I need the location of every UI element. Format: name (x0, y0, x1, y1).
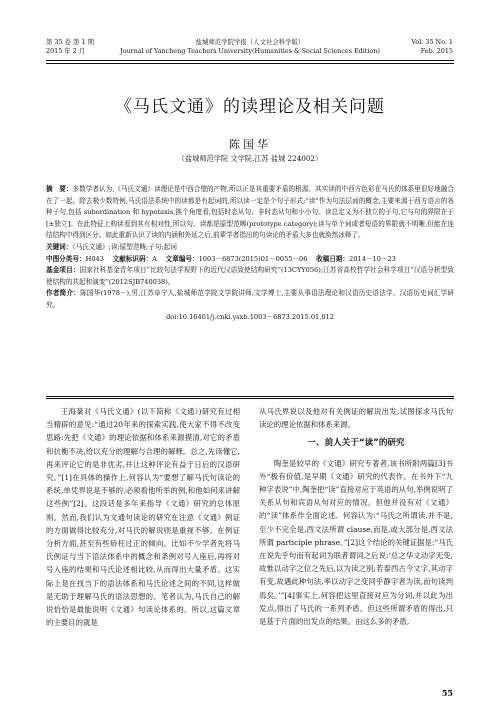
article-title: 《马氏文通》的读理论及相关问题 (115, 97, 385, 117)
abstract (46, 184, 454, 242)
received-label: 收稿日期： (316, 254, 350, 263)
bio-text: 陈国华(1978－),男,江苏阜宁人,盐城师范学院文学院讲师,文学博士,主要从事语法理论和汉语历史语法学、汉语历史词汇学研究。 (46, 289, 455, 309)
header-rule-thin (46, 63, 454, 64)
bio-label: 作者简介： (46, 289, 81, 298)
journal-name-en: Journal of Yancheng Teachers University(Humanities & Social Sciences Edition) (120, 47, 380, 55)
abstract-label: 摘 要： (46, 185, 73, 193)
body-paragraph: 王海棻对《马氏文通》(以下简称《文通》)研究有过相当精辟的意见:“通过20年来的探索实践,使大家不得不改变思路:先把《文通》的理论依据和体系来源摸清,对它的矛盾和抗衡不决,给以充分的理解与合理的解释。总之,先读懂它,再来评论它的是非优劣,并让这种评论有益于日后的汉语研究。”[1]在具体的操作上,何容认为“要想了解马氏句读论的系统,单凭界说是不够的,必须看他所举的例,和他如何来讲解这些例”[2]。这段话是多年来指导《文通》研究的总体原则。然而,我们认为文通句读论的研究在注意《文通》例证的方面做得比较充分,对马氏的解说则是重视不够。在例证分析方面,甚至有些矫枉过正的倾向。比如不少学者先将马氏例证与当下语法体系中的概念和条例对号入座后,再将对号入座的结果和马氏论述相比较,从而得出大量矛盾。这实际上是在找当下的语法体系和马氏论述之间的不同,这样做是无助于理解马氏的语法思想的。笔者认为,马氏自己的解说恰恰是最能说明《文通》句读论体系的。所以,这篇文章的主要目的就是 (46, 407, 240, 628)
doi: doi:10.16401/j.cnki.ysxb.1003－6873.2015.01.012 (166, 312, 334, 321)
fund-label: 基金项目： (46, 266, 80, 275)
author-name: 陈国华 (229, 138, 271, 151)
doc-code-value: A (152, 254, 157, 263)
journal-name-header (100, 38, 400, 56)
journal-volume-header (411, 38, 453, 56)
body-column-left (46, 405, 240, 629)
fund-text: 国家社科基金青年项目“比较句法学视野下的近代汉语致使结构研究”(13CYY056);江苏省高校哲学社会科学项目“汉语分析型致使结构的共起和演变”(2012SJB740038)。 (46, 266, 454, 286)
doc-code-label: 文献标识码： (112, 254, 153, 263)
body-paragraph: 从马氏界说以及他对有关例证的解说出发,试图探求马氏句读论的理论依据和体系来源。 (259, 407, 453, 430)
article-no-label: 文章编号： (165, 254, 199, 263)
body-paragraph: 陶奎是较早的《文通》研究专著者,该书所附两篇[3]书外“极有价值,是早期《文通》研究的代表作。在书外下“九种字表说”中,陶奎把“读”直接对应于英语的从句,举例说明了关系从句和宾语从句对应的情况。但他并没有对《文通》的“读”体系作全面论述。何容认为:“马氏之所谓读,并不是,至少不完全是,西文法所谓 clause,而是,或大部分是,西文法所谓 participle phrase。”[2]这个结论的关键证据是:“马氏在说先乎句而有起词为联者谓词之后说:‘总之华文动字无变,故惟以动字之位之先后,以为读之别;若泰西古今文字,其动字有变,故遇此种句法,率以动字之变同乎静字者为读,而句读判焉矣。’”[4]事实上,何容把这里直接对应为分词,并以此为出发点,得出了马氏的一系列矛盾。但这些所谓矛盾的得出,只是基于片面的出发点的结果。由这么多的矛盾, (259, 458, 453, 627)
received-value: 2014－10－23 (349, 254, 396, 263)
author-bio (46, 288, 454, 311)
journal-issue-header (46, 38, 94, 56)
abstract-separator-rule-thin (46, 398, 454, 399)
section-heading: 一、前人关于“读”的研究 (307, 438, 405, 449)
author-affiliation: （盐城师范学院 文学院,江苏 盐城 224002） (177, 154, 323, 163)
keywords (46, 242, 454, 254)
page-number: 55 (441, 688, 453, 698)
abstract-block (46, 184, 454, 323)
issue-date: 2015 年 2 月 (46, 47, 86, 55)
header-rule-thick (46, 60, 454, 61)
keywords-label: 关键词： (46, 242, 73, 251)
journal-name-cn: 盐城师范学院学报（人文社会科学版） (195, 38, 305, 46)
article-no-value: 1003－6873(2015)01－0055－06 (198, 254, 308, 263)
fund-info (46, 265, 454, 288)
classification-line (46, 254, 454, 266)
clc-label: 中图分类号： (46, 254, 86, 263)
keywords-text: 《马氏文通》;读;原型范畴;子句;起词 (72, 242, 177, 251)
volume-issue: 第 35 卷 第 1 期 (46, 38, 94, 46)
date-en: Feb. 2015 (420, 47, 453, 55)
abstract-text: 多数学者认为,《马氏文通》读理论是中西合璧的产物,所以正是其重要矛盾的根源。其实读的中西方色彩在马氏的体系里很好地融合在了一起。除去极少数特例,马氏语法系统中的读都是有起词的,所以读一定是个句子形式;“读”作为句法层面的概念,主要来源于西方语言的各种子句,包括 subordination 和 hypotaxis,换个角度看,包括时态从句、非时态从句和小小句。读总定义为不独立的子句,它与句的界限在于[±独立]。在此特征上构读看到其有相对性,所以句、读都是原型范畴(prototype category);读与单个词或者短语的界限就不明晰,但能在连结结构中得到区分。如此重新认识了读的内涵和外延之后,前辈学者指出的句读论的矛盾大多也就涣然冰释了。 (46, 185, 454, 240)
abstract-separator-rule (46, 396, 454, 397)
body-column-right (259, 405, 453, 628)
volume-en: Vol. 35 No. 1 (411, 38, 453, 46)
clc-value: H043 (85, 254, 104, 263)
